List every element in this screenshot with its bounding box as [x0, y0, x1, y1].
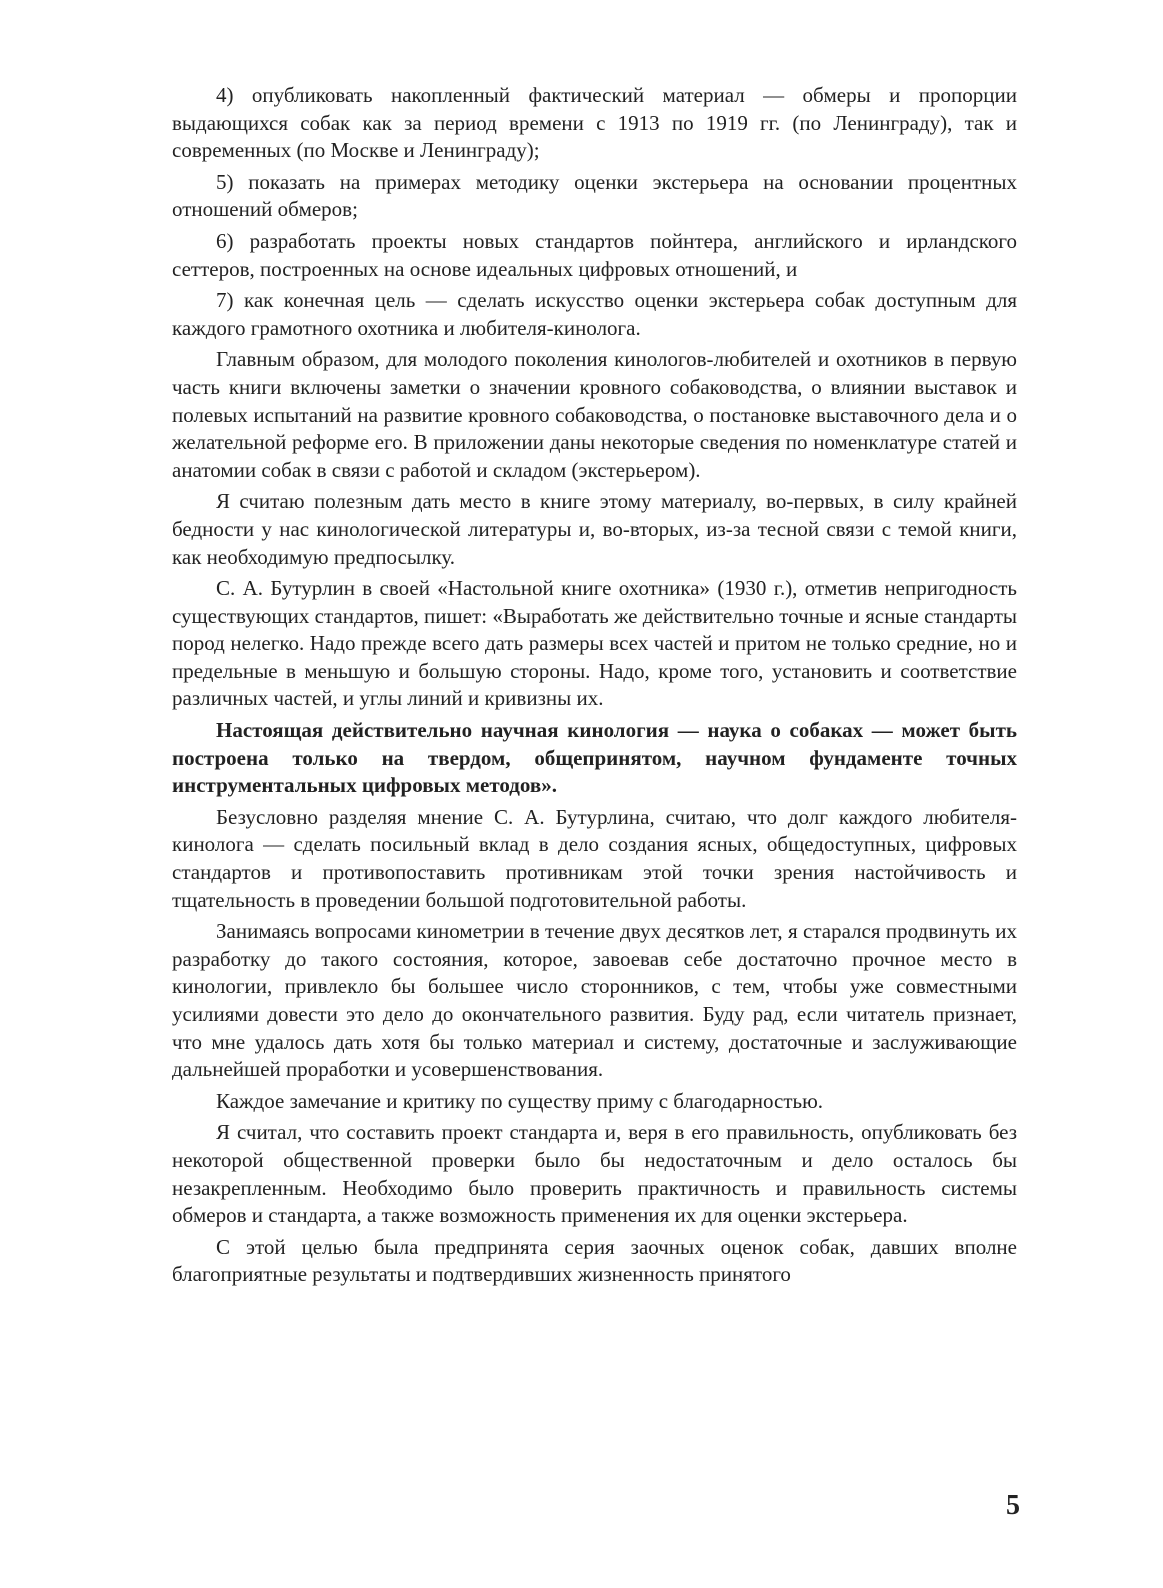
list-item-4: 4) опубликовать накопленный фактический материал — обмеры и пропорции выдающихся собак как за период времени с 1913 по 1919 гг. (по Ленинграду), так и современных (по Москве и Ленинграду); — [172, 83, 1017, 163]
list-item-7: 7) как конечная цель — сделать искусство оценки экстерьера собак доступным для каждого грамотного охотника и любителя-кинолога. — [172, 288, 1017, 340]
paragraph: Главным образом, для молодого поколения кинологов-любителей и охотников в первую часть книги включены заметки о значении кровного собаководства, о влиянии выставок и полевых испытаний на развитие кровного собаководства, о постановке выставочного дела и о желательной реформе его. В приложении даны некоторые сведения по номенклатуре статей и анатомии собак в связи с работой и складом (экстерьером). — [172, 347, 1017, 482]
paragraph-quote-bold: Настоящая действительно научная кинология — наука о собаках — может быть построена только на твердом, общепринятом, научном фундаменте точных инструментальных цифровых методов». — [172, 718, 1017, 798]
paragraph: Я считаю полезным дать место в книге этому материалу, во-первых, в силу крайней бедности у нас кинологической литературы и, во-вторых, из-за тесной связи с темой книги, как необходимую предпосылку. — [172, 489, 1017, 569]
page-number: 5 — [1006, 1490, 1020, 1521]
paragraph: Я считал, что составить проект стандарта и, веря в его правильность, опубликовать без некоторой общественной проверки было бы недостаточным и дело осталось бы незакрепленным. Необходимо было проверить практичность и правильность системы обмеров и стандарта, а также возможность применения их для оценки экстерьера. — [172, 1120, 1017, 1228]
paragraph: Безусловно разделяя мнение С. А. Бутурлина, считаю, что долг каждого любителя-кинолога — сделать посильный вклад в дело создания ясных, общедоступных, цифровых стандартов и противопоставить противникам этой точки зрения настойчивость и тщательность в проведении большой подготовительной работы. — [172, 804, 1017, 912]
list-item-6: 6) разработать проекты новых стандартов пойнтера, английского и ирландского сеттеров, построенных на основе идеальных цифровых отношений, и — [172, 228, 1017, 281]
paragraph-quote-start: С. А. Бутурлин в своей «Настольной книге охотника» (1930 г.), отметив непригодность существующих стандартов, пишет: «Выработать же действительно точные и ясные стандарты пород нелегко. Надо прежде всего дать размеры всех частей и притом не только средние, но и предельные в меньшую и большую стороны. Надо, кроме того, установить и соответствие различных частей, и углы линий и кривизны их. — [172, 576, 1017, 711]
paragraph: Каждое замечание и критику по существу приму с благодарностью. — [216, 1088, 824, 1113]
paragraph: Занимаясь вопросами кинометрии в течение двух десятков лет, я старался продвинуть их разработку до такого состояния, которое, завоевав себе достаточно прочное место в кинологии, привлекло бы большее число сторонников, с тем, чтобы уже совместными усилиями довести это дело до окончательного развития. Буду рад, если читатель признает, что мне удалось дать хотя бы только материал и систему, достаточные и заслуживающие дальнейшей проработки и усовершенствования. — [172, 919, 1017, 1082]
list-item-5: 5) показать на примерах методику оценки экстерьера на основании процентных отношений обмеров; — [172, 169, 1017, 222]
page-body — [172, 82, 1017, 1293]
paragraph: С этой целью была предпринята серия заочных оценок собак, давших вполне благоприятные результаты и подтвердивших жизненность принятого — [172, 1234, 1017, 1287]
